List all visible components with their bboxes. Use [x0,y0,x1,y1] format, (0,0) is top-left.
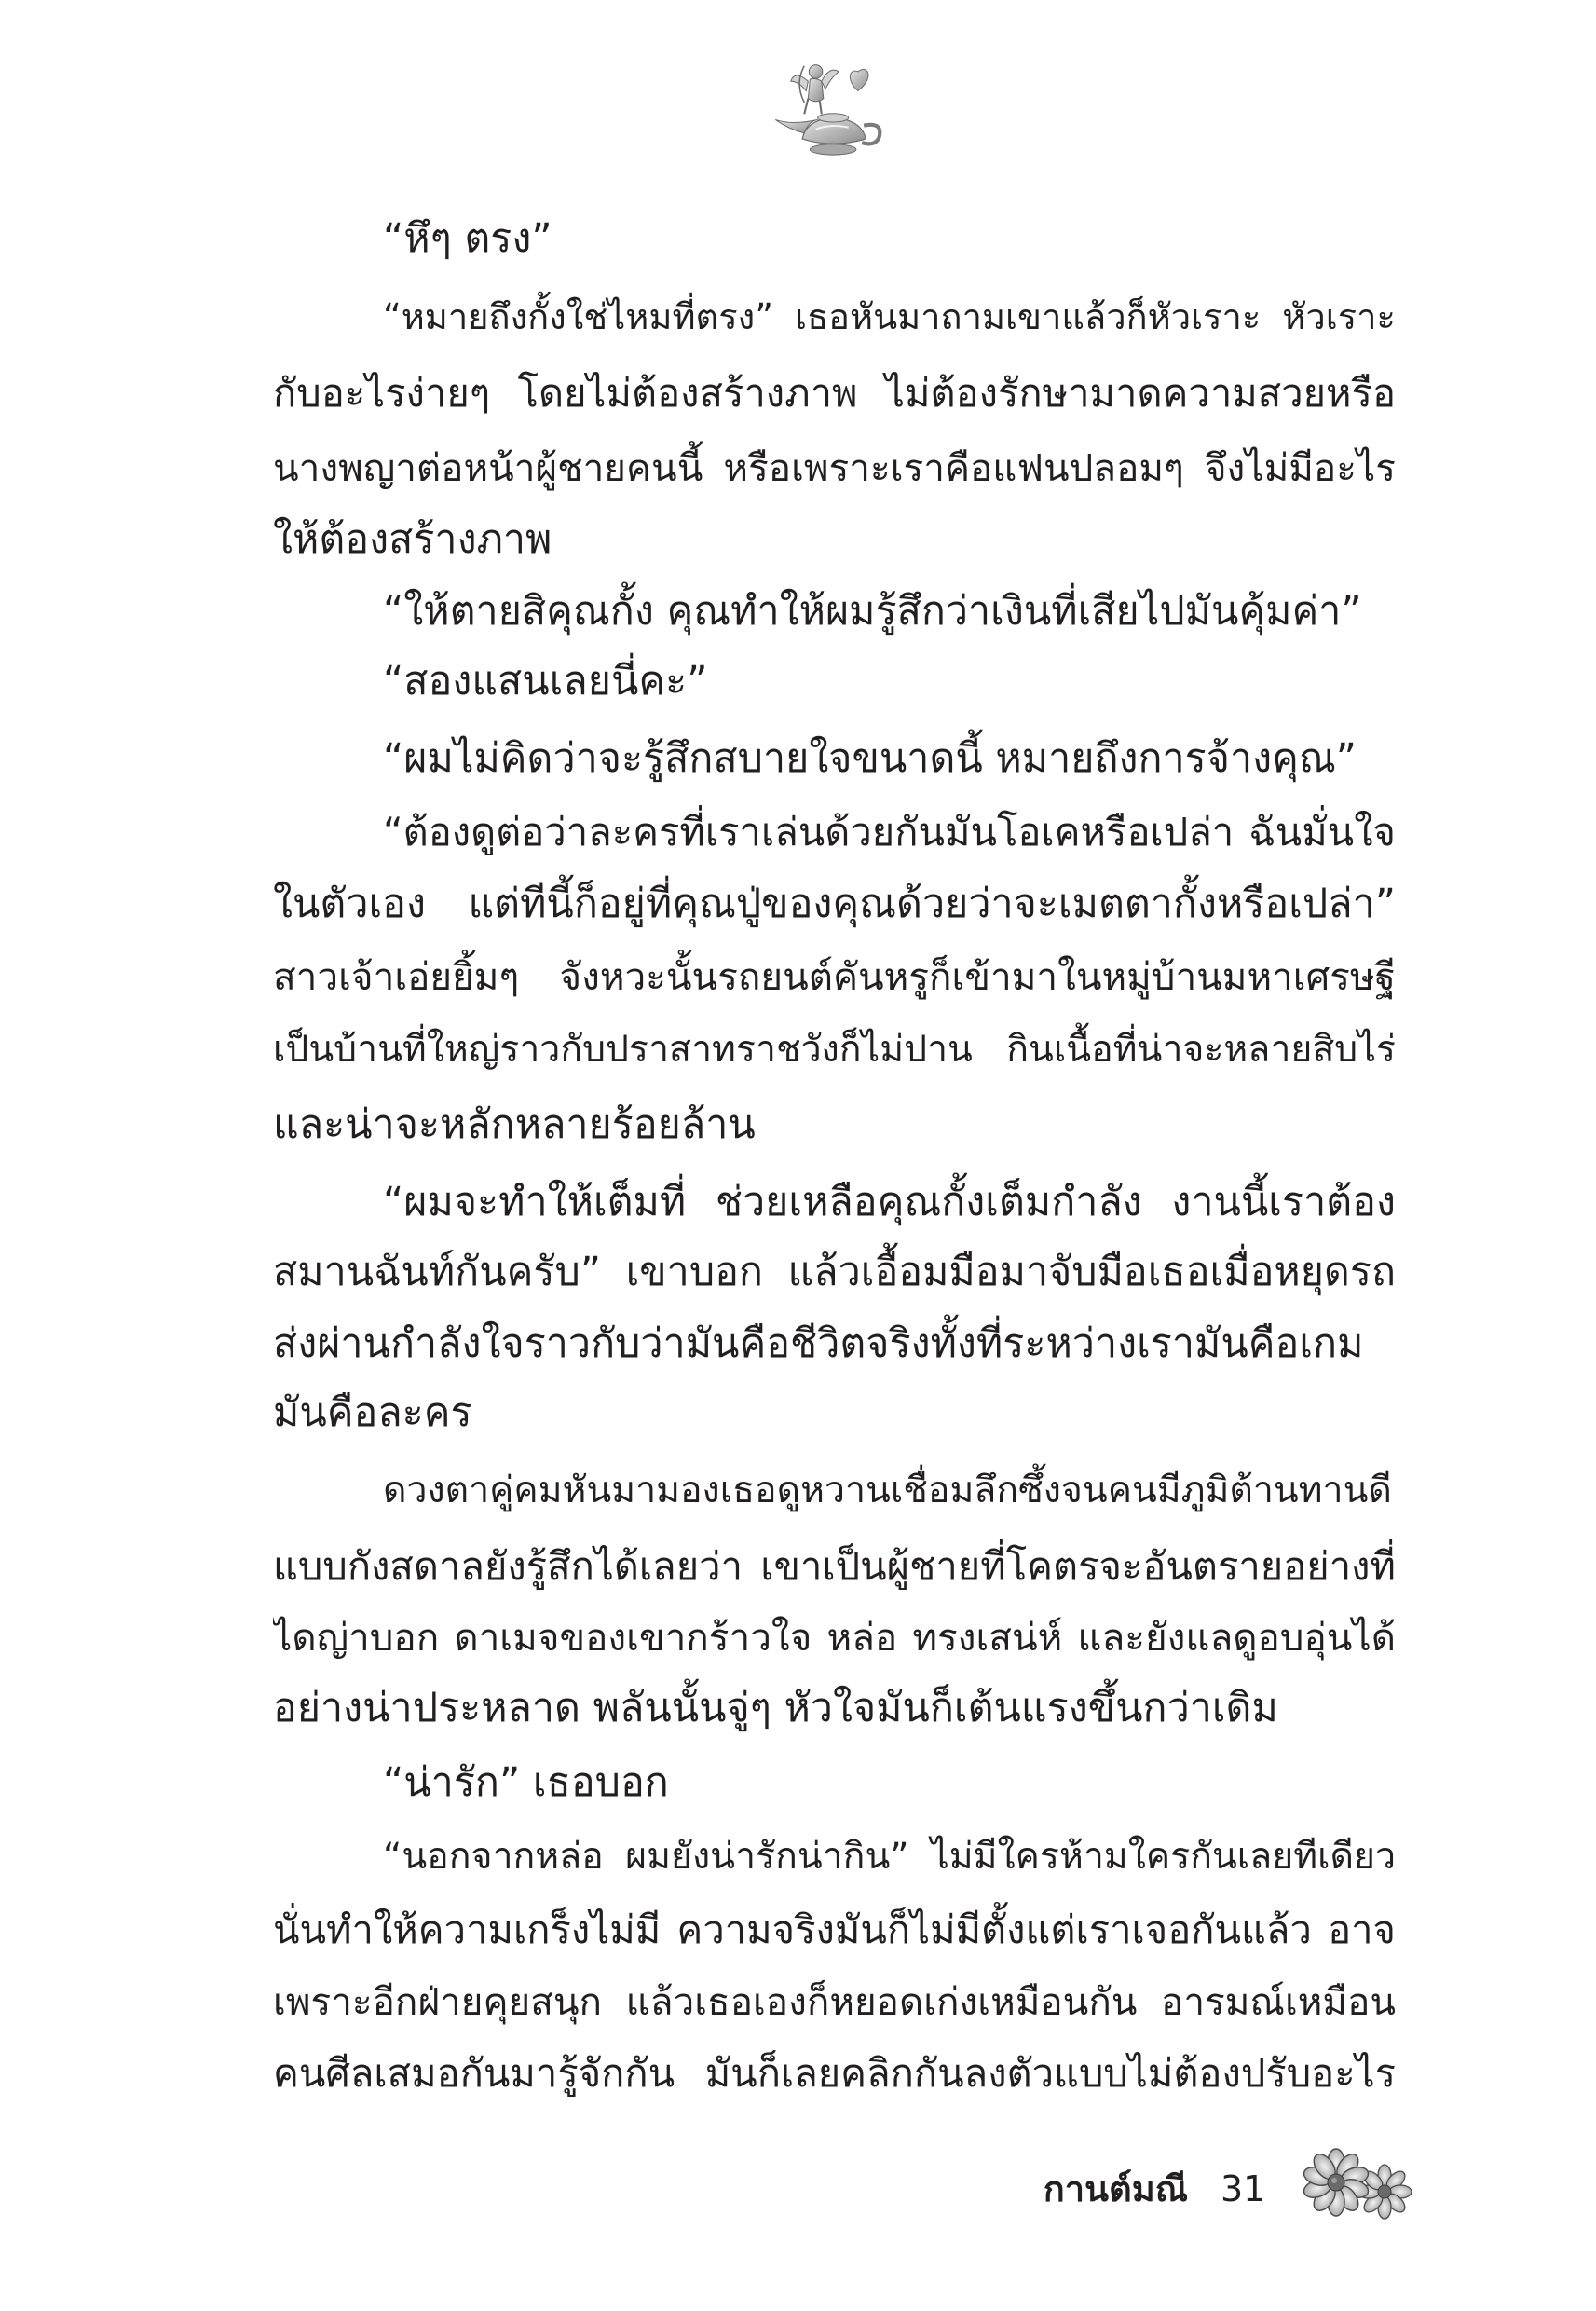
text-line: นางพญาต่อหน้าผู้ชายคนนี้ หรือเพราะเราคือแฟนปลอมๆ จึงไม่มีอะไร [273,445,1396,490]
text-line: และน่าจะหลักหลายร้อยล้าน [273,1101,756,1148]
text-line: สมานฉันท์กันครับ” เขาบอก แล้วเอื้อมมือมาจับมือเธอเมื่อหยุดรถ [273,1249,1396,1295]
genie-lamp-ornament-icon [766,52,891,160]
text-line: แบบกังสดาลยังรู้สึกได้เลยว่า เขาเป็นผู้ชายที่โคตรจะอันตรายอย่างที่ [273,1543,1396,1589]
text-line: เป็นบ้านที่ใหญ่ราวกับปราสาทราชวังก็ไม่ปาน กินเนื้อที่น่าจะหลายสิบไร่ [273,1029,1396,1071]
text-line: “ผมจะทำให้เต็มที่ ช่วยเหลือคุณกั้งเต็มกำลัง งานนี้เราต้อง [383,1179,1396,1225]
text-line: “หึๆ ตรง” [383,215,552,262]
text-line: กับอะไรง่ายๆ โดยไม่ต้องสร้างภาพ ไม่ต้องรักษามาดความสวยหรือ [273,370,1396,416]
text-line: “ให้ตายสิคุณกั้ง คุณทำให้ผมรู้สึกว่าเงินที่เสียไปมันคุ้มค่า” [383,588,1362,635]
page-number: 31 [1221,2168,1266,2209]
text-line: ส่งผ่านกำลังใจราวกับว่ามันคือชีวิตจริงทั้งที่ระหว่างเรามันคือเกม [273,1320,1364,1367]
text-line: “ต้องดูต่อว่าละครที่เราเล่นด้วยกันมันโอเคหรือเปล่า ฉันมั่นใจ [383,809,1396,855]
text-line: “หมายถึงกั้งใช่ไหมที่ตรง” เธอหันมาถามเขาแล้วก็หัวเราะ หัวเราะ [383,296,1396,337]
text-line: คนศีลเสมอกันมารู้จักกัน มันก็เลยคลิกกันลงตัวแบบไม่ต้องปรับอะไร [273,2050,1396,2096]
text-line: ดวงตาคู่คมหันมามองเธอดูหวานเชื่อมลึกซึ้งจนคนมีภูมิต้านทานดี [383,1470,1392,1511]
text-line: ให้ต้องสร้างภาพ [273,516,552,563]
text-line: สาวเจ้าเอ่ยยิ้มๆ จังหวะนั้นรถยนต์คันหรูก็เข้ามาในหมู่บ้านมหาเศรษฐี [273,954,1396,999]
text-line: ไดญ่าบอก ดาเมจของเขากร้าวใจ หล่อ ทรงเสน่ห์ และยังแลดูอบอุ่นได้ [273,1615,1396,1660]
flower-ornament-icon [1299,2141,1412,2235]
author-name: กานต์มณี [1043,2168,1188,2209]
text-line: ในตัวเอง แต่ทีนี้ก็อยู่ที่คุณปู่ของคุณด้วยว่าจะเมตตากั้งหรือเปล่า” [273,881,1396,927]
text-line: “นอกจากหล่อ ผมยังน่ารักน่ากิน” ไม่มีใครห้ามใครกันเลยทีเดียว [383,1836,1396,1878]
text-line: เพราะอีกฝ่ายคุยสนุก แล้วเธอเองก็หยอดเก่งเหมือนกัน อารมณ์เหมือน [273,1979,1396,2024]
text-line: นั่นทำให้ความเกร็งไม่มี ความจริงมันก็ไม่มีตั้งแต่เราเจอกันแล้ว อาจ [273,1907,1396,1952]
text-line: “สองแสนเลยนี่คะ” [383,658,708,704]
text-line: “น่ารัก” เธอบอก [383,1759,669,1806]
text-line: “ผมไม่คิดว่าจะรู้สึกสบายใจขนาดนี้ หมายถึงการจ้างคุณ” [383,735,1357,782]
text-line: มันคือละคร [273,1389,472,1436]
text-line: อย่างน่าประหลาด พลันนั้นจู่ๆ หัวใจมันก็เต้นแรงขึ้นกว่าเดิม [273,1685,1278,1731]
